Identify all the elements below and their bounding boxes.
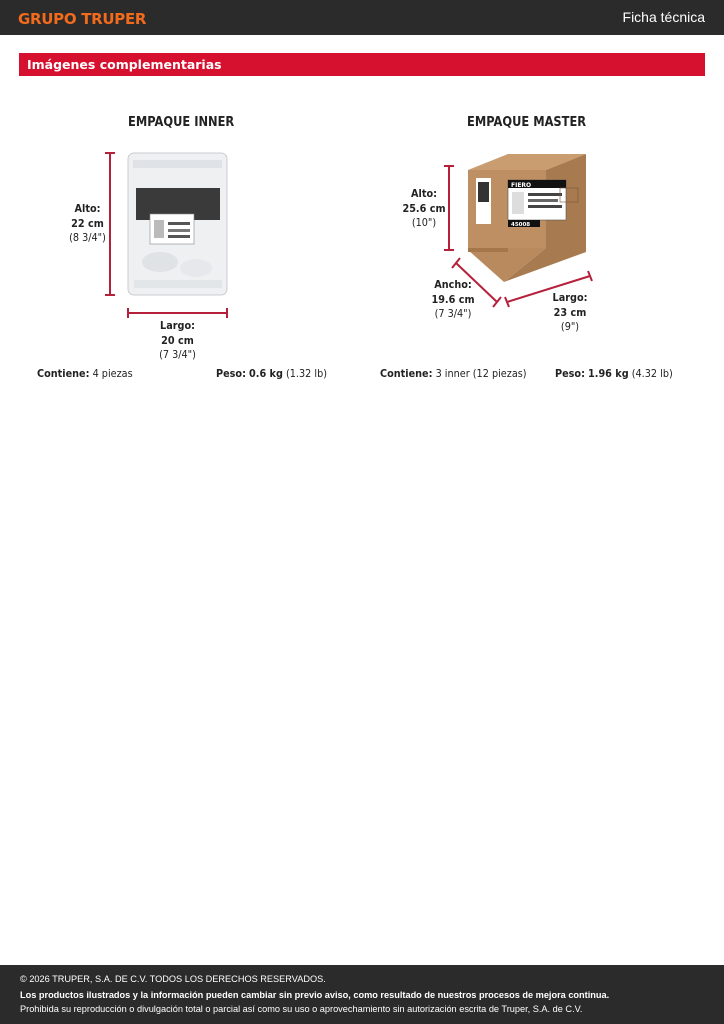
inner-heading: EMPAQUE INNER [128,115,235,130]
brand-logo: GRUPO TRUPER [18,10,147,28]
inner-weight: Peso: 0.6 kg (1.32 lb) [216,367,328,380]
master-height-label: Alto: 25.6 cm (10") [402,187,446,229]
inner-bag-image [128,153,227,295]
master-heading: EMPAQUE MASTER [467,115,587,130]
master-box-image [468,154,586,282]
master-length-label: Largo: 23 cm (9") [552,291,588,333]
section-title: Imágenes complementarias [27,57,222,72]
footer [0,965,724,1024]
doc-type-label: Ficha técnica [622,9,705,25]
inner-height-label: Alto: 22 cm (8 3/4") [69,202,106,244]
inner-contents: Contiene: 4 piezas [37,367,133,380]
box-brand-label: FIERO [511,182,532,189]
master-width-label: Ancho: 19.6 cm (7 3/4") [431,278,475,320]
footer-notice: Los productos ilustrados y la información pueden cambiar sin previo aviso, como resultado de nuestros procesos de mejora continua. [20,990,610,1000]
box-code-label: 45008 [511,222,531,228]
master-contents: Contiene: 3 inner (12 piezas) [380,367,527,380]
footer-prohibition: Prohibida su reproducción o divulgación total o parcial así como su uso o aprovechamiento sin autorización escrita de Truper, S.A. de C.V. [20,1004,583,1014]
footer-copyright: © 2026 TRUPER, S.A. DE C.V. TODOS LOS DERECHOS RESERVADOS. [20,974,326,984]
inner-length-dimension-line [128,308,227,318]
master-weight: Peso: 1.96 kg (4.32 lb) [555,367,673,380]
inner-length-label: Largo: 20 cm (7 3/4") [159,319,196,361]
